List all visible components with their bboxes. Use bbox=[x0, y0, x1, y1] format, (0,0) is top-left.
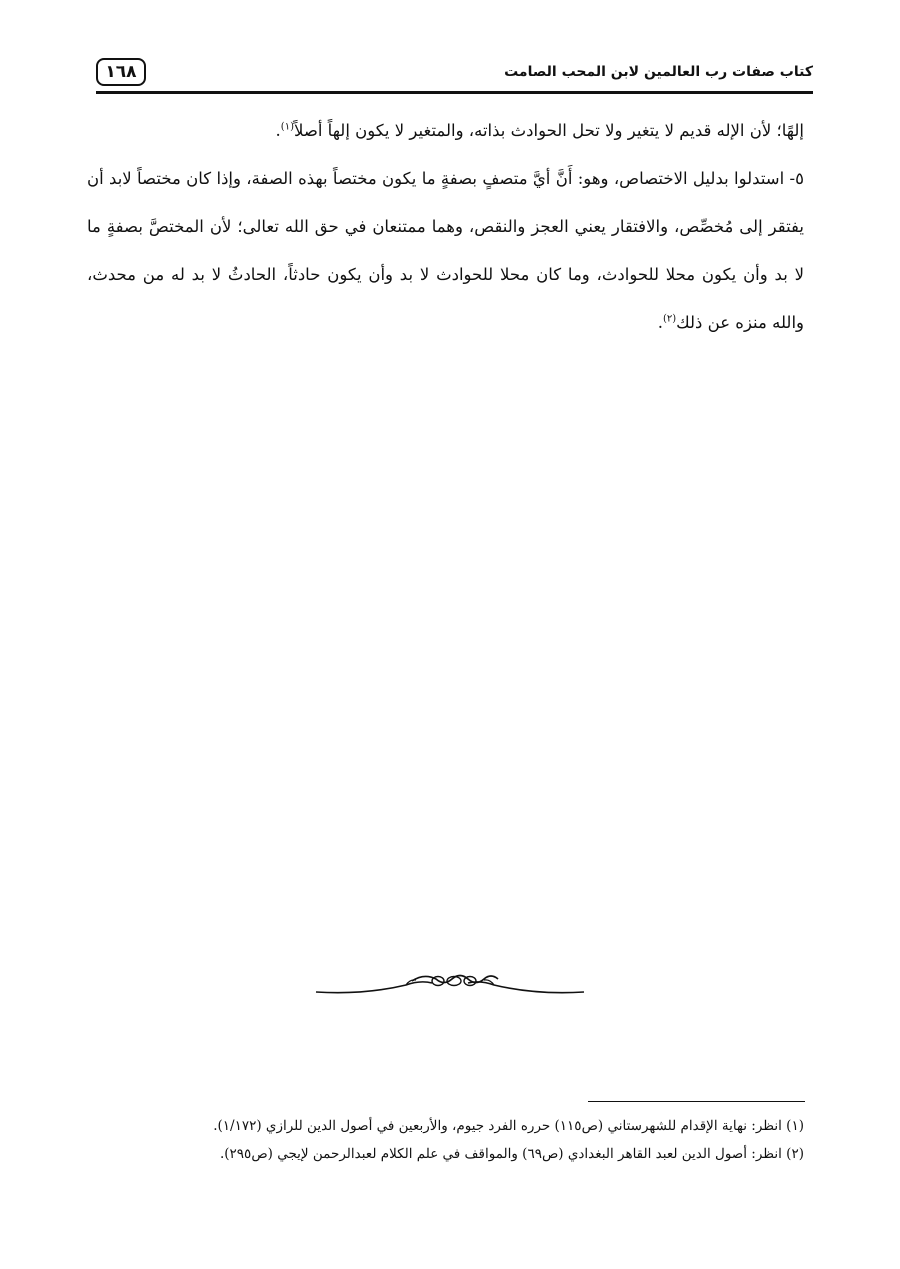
footnote-1: (١) انظر: نهاية الإقدام للشهرستاني (ص١١٥) حرره الفرد جيوم، والأربعين في أصول الدين للرازي (١/١٧٢). bbox=[213, 1118, 804, 1134]
paragraph-2-text: ٥- استدلوا بدليل الاختصاص، وهو: أَنَّ أيَّ متصفٍ بصفةٍ ما يكون مختصاً بهذه الصفة، وإذا كان مختصاً لابد أن يفتقر إلى مُخصِّص، والافتقار يعني العجز والنقص، وهما ممتنعان في حق الله تعالى؛ لأن المختصَّ بصفةٍ ما لا بد وأن يكون محلا للحوادث، وما كان محلا للحوادث لا بد وأن يكون حادثاً، الحادثُ لا بد له من محدث، والله منزه عن ذلك bbox=[87, 169, 804, 332]
paragraph-2-end: . bbox=[657, 313, 663, 332]
paragraph-1-end: . bbox=[275, 121, 281, 140]
footnote-2: (٢) انظر: أصول الدين لعبد القاهر البغدادي (ص٦٩) والمواقف في علم الكلام لعبدالرحمن لإيجي (ص٢٩٥). bbox=[219, 1146, 804, 1162]
footnote-ref-2: (٢) bbox=[662, 313, 677, 325]
page-header bbox=[96, 54, 813, 92]
paragraph-2 bbox=[87, 155, 804, 347]
page-number: ١٦٨ bbox=[96, 58, 146, 86]
paragraph-1 bbox=[87, 107, 804, 155]
footnotes bbox=[87, 1112, 804, 1168]
header-rule bbox=[96, 91, 813, 94]
footnote-separator bbox=[588, 1101, 805, 1102]
footnote-ref-1: (١) bbox=[280, 121, 294, 133]
main-text bbox=[87, 107, 804, 347]
paragraph-1-text: إلهًا؛ لأن الإله قديم لا يتغير ولا تحل الحوادث بذاته، والمتغير لا يكون إلهاً أصلاً bbox=[293, 121, 804, 140]
flourish-divider-icon bbox=[314, 968, 586, 1000]
running-title: كتاب صفات رب العالمين لابن المحب الصامت bbox=[504, 64, 813, 80]
